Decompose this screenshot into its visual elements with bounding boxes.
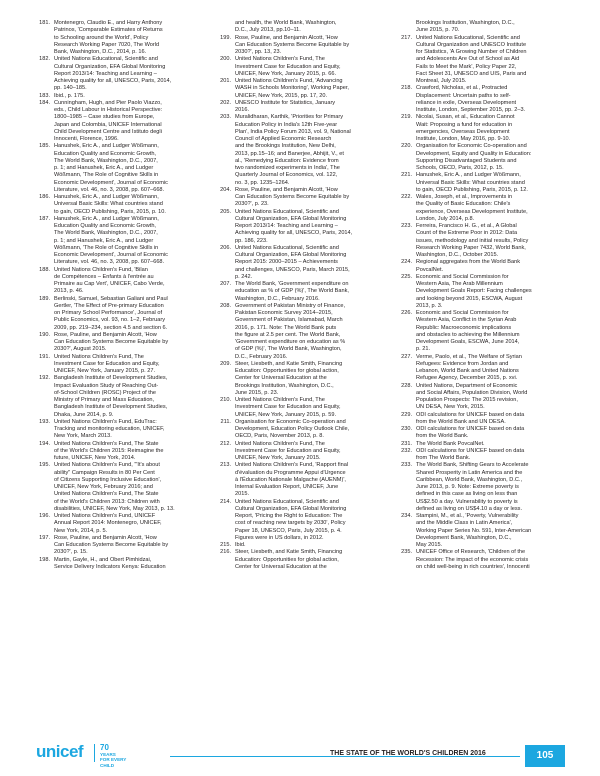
endnote-number: 187. [39, 215, 50, 222]
endnote-number: 232. [401, 447, 412, 454]
endnote-number: 199. [220, 34, 231, 41]
endnote-entry [398, 223, 564, 259]
endnote-number: 195. [39, 462, 50, 469]
endnote-text: Nicolai, Susan, et al., Education Cannot Wait: Proposing a fund for education in emergencies, Overseas Development Institute, London, May 2016, pp. 9-10. [416, 114, 515, 142]
endnotes-column-1 [36, 20, 202, 571]
endnote-text: United Nations Children's Fund, EduTrac: Tracking and monitoring education, UNICEF, New York, March 2013. [54, 418, 165, 440]
endnote-number: 201. [220, 78, 231, 84]
endnote-entry [36, 462, 202, 513]
endnote-number: 210. [220, 397, 231, 403]
endnote-entry [217, 187, 383, 209]
endnote-number: 188. [39, 266, 50, 273]
endnote-number: 228. [401, 382, 412, 389]
endnote-number: 189. [39, 295, 50, 302]
endnote-number: 217. [401, 34, 412, 41]
anniversary-number: 70 [100, 743, 109, 752]
endnote-number: 208. [220, 302, 231, 309]
endnote-entry [36, 20, 202, 56]
endnote-text: United Nations Children's Fund, 'Advancing WASH in Schools Monitoring', Working Paper, UNICEF, New York, 2015, pp. 17, 20. [235, 78, 349, 99]
endnote-entry [217, 303, 383, 361]
endnote-text: Hanushek, Eric A., and Ludger Wößmann, Universal Basic Skills: What countries stand to gain, OECD Publishing, Paris, 2015, p. 12. [416, 172, 528, 193]
endnote-text: Government of Pakistan Ministry of Finance, Pakistan Economic Survey 2014–2015, Government of Pakistan, Islamabad, March 2016, p. 171. Note: The World Bank puts the figure at 2.5 per cent. The World Bank, 'Government expenditure on education as % of GDP (%)', The World Bank, Washington, D.C., February 2016. [235, 302, 346, 360]
endnote-number: 185. [39, 143, 50, 150]
endnote-number: 184. [39, 99, 50, 106]
anniversary-badge [100, 744, 126, 768]
endnotes-columns [36, 20, 564, 732]
endnote-entry [217, 462, 383, 498]
endnote-entry [217, 549, 383, 571]
endnote-entry [398, 114, 564, 143]
endnote-entry [398, 172, 564, 194]
endnote-entry [217, 114, 383, 187]
endnote-number: 233. [401, 462, 412, 469]
endnote-text: United Nations Children's Fund, The Investment Case for Education and Equity, UNICEF, New York, January 2015, p. 66. [235, 56, 341, 77]
endnote-entry [36, 441, 202, 463]
endnote-text: United Nations Children's Fund, '"It's about ability" Campaign Results in 80 Per Cent of Citizens Supporting Inclusive Education', UNICEF, New York, February 2016; and United Nations Children's Fund, The State of the World's Children 2013: Children with disabilities, UNICEF, New York, May 2013, p. 13. [54, 462, 175, 512]
endnote-text: Organisation for Economic Co-operation and Development, Equity and Quality in Education: Supporting Disadvantaged Students and Schools, OECD, Paris, 2012, p. 15. [416, 143, 532, 171]
endnote-entry [217, 499, 383, 543]
endnote-text: Hanushek, Eric A., and Ludger Wößmann, Education Quality and Economic Growth, The World Bank, Washington, D.C., 2007, p. 1; and Hanushek, Eric A., and Ludger Wößmann, 'The Role of Cognitive Skills in Economic Development', Journal of Economic Literature, vol. 46, no. 3, 2008, pp. 607–668. [54, 215, 168, 266]
endnote-entry [217, 281, 383, 303]
endnote-text: United Nations Children's Fund, The State of the World's Children 2015: Reimagine the future, UNICEF, New York, 2014. [54, 440, 164, 461]
endnote-entry [398, 274, 564, 310]
endnote-entry [36, 354, 202, 376]
endnote-text: Hanushek, Eric A., and Ludger Wößmann, Education Quality and Economic Growth, The World Bank, Washington, D.C., 2007, p. 1; and Hanushek, Eric A., and Ludger Wößmann, 'The Role of Cognitive Skills in Economic Development', Journal of Economic Literature, vol. 46, no. 3, 2008, pp. 607–668. [54, 143, 168, 193]
endnote-number [398, 20, 416, 35]
endnote-text: ODI calculations for UNICEF based on data from the World Bank. [416, 426, 525, 440]
endnote-number [217, 20, 235, 35]
endnote-number: 227. [401, 353, 412, 360]
report-title: THE STATE OF THE WORLD'S CHILDREN 2016 [330, 750, 486, 757]
endnote-text: Organisation for Economic Co-operation and Development, Education Policy Outlook Chile, OECD, Paris, November 2013, p. 8. [235, 418, 350, 440]
endnote-text: The World Bank, Shifting Gears to Accelerate Shared Prosperity in Latin America and the Caribbean, World Bank, Washington, D.C., June 2013, p. 9. Note: Extreme poverty is defined in this case as living on less than US$2.50 a day. Vulnerability to poverty is defined as living on US$4.10 a day or less. [416, 462, 529, 512]
endnote-entry [36, 375, 202, 419]
endnote-entry [398, 412, 564, 427]
endnote-number: 229. [401, 411, 412, 418]
endnote-number: 226. [401, 310, 412, 316]
endnote-entry [217, 419, 383, 441]
endnote-text: Stampini, M., et al., 'Poverty, Vulnerability and the Middle Class in Latin America', Working Paper Series No. 591, Inter-American Development Bank, Washington, D.C., May 2015. [416, 513, 532, 548]
endnote-entry [398, 35, 564, 86]
endnote-number: 221. [401, 172, 412, 179]
endnote-number: 213. [220, 462, 231, 469]
endnote-text: Steer, Liesbeth, and Katie Smith, Financing Education: Opportunities for global action, Center for Universal Education at the Brookings Institution, Washington, D.C., June 2015, p. 23. [235, 360, 343, 396]
endnote-number: 225. [401, 273, 412, 280]
endnote-text: United Nations Educational, Scientific and Cultural Organization, EFA Global Monitoring Report 2015: 2000–2015 – Achievements and challenges, UNESCO, Paris, March 2015, p. 242. [235, 244, 350, 280]
endnote-number: 223. [401, 223, 412, 229]
endnote-number: 207. [220, 281, 231, 287]
endnote-text: Martin, Gayle, H., and Obert Pimhidzai, Service Delivery Indicators Kenya: Education [54, 556, 166, 570]
endnote-number: 218. [401, 85, 412, 92]
page-number: 105 [525, 745, 565, 767]
endnote-text: Wales, Joseph, et al., Improvements in the Quality of Basic Education: Chile's experience, Overseas Development Institute, London, July 2014, p.8. [416, 194, 528, 222]
endnote-number: 197. [39, 534, 50, 541]
endnote-text: Brookings Institution, Washington, D.C., June 2015, p. 70. [416, 20, 515, 34]
endnote-text: United Nations Educational, Scientific and Cultural Organization, EFA Global Monitoring Report 2013/14: Teaching and Learning – Achieving quality for all, UNESCO, Paris, 2014, pp. 140–185. [54, 56, 172, 92]
endnotes-column-3 [398, 20, 564, 571]
endnote-entry [398, 462, 564, 513]
endnote-entry [217, 78, 383, 100]
endnote-text: Crawford, Nicholas, et al., Protracted Displacement: Uncertain paths to self- reliance in exile, Overseas Development Institute, London, September 2015, pp. 2–3. [416, 85, 526, 113]
endnote-number: 222. [401, 194, 412, 200]
endnote-number: 220. [401, 143, 412, 150]
endnote-text: Verme, Paolo, et al., The Welfare of Syrian Refugees: Evidence from Jordan and Lebanon, World Bank and United Nations Refugee Agency, December 2015, p. xvi. [416, 353, 522, 382]
endnote-number: 191. [39, 353, 50, 360]
endnote-entry [398, 354, 564, 383]
endnote-entry [398, 194, 564, 223]
endnote-text: United Nations Educational, Scientific and Cultural Organization, EFA Global Monitoring Report, 'Pricing the Right to Education: The cost of reaching new targets by 2030', Policy Paper 18, UNESCO, Paris, July 2015, p. 4. Figures were in US dollars, in 2012. [235, 498, 347, 541]
endnote-number: 182. [39, 56, 50, 63]
endnote-text: Rose, Pauline, and Benjamin Alcott, 'How Can Education Systems Become Equitable by 2030?', August 2015. [54, 331, 169, 353]
endnote-text: United Nations, Department of Economic and Social Affairs, Population Division, World Population Prospects: The 2015 revision, UN DESA, New York, 2015. [416, 382, 528, 411]
endnote-entry [36, 93, 202, 100]
endnote-text: Montenegro, Claudio E., and Harry Anthony Patrinos, 'Comparable Estimates of Returns to Schooling around the World', Policy Research Working Paper 7020, The World Bank, Washington, D.C., 2014, p. 16. [54, 20, 163, 55]
endnote-number: 202. [220, 99, 231, 106]
endnote-entry [398, 20, 564, 35]
endnote-number: 194. [39, 440, 50, 447]
endnote-number: 219. [401, 114, 412, 121]
endnote-text: Steer, Liesbeth, and Katie Smith, Financing Education: Opportunities for global action, Center for Universal Education at the [235, 549, 343, 570]
endnote-text: United Nations Educational, Scientific and Cultural Organization, EFA Global Monitoring Report 2013/14: Teaching and Learning – Achieving quality for all, UNESCO, Paris, 2014, pp. 186, 223. [235, 208, 353, 244]
endnote-entry [217, 542, 383, 549]
endnote-text: Muralidharan, Karthik, 'Priorities for Primary Education Policy in India's 12th Five-year Plan', India Policy Forum 2013, vol. 9, National Council of Applied Economic Research and the Brookings Institution, New Delhi, 2013, pp.15–16; and Banerjee, Abhijit, V., et al., 'Remedying Education: Evidence from two randomized experiments in India', The Quarterly Journal of Economics, vol. 122, no. 3, pp. 1235–1264. [235, 114, 351, 186]
endnote-text: United Nations Children's Fund, The Investment Case for Education and Equity, UNICEF, New York, January 2015, p. 59. [235, 397, 341, 418]
endnote-entry [36, 557, 202, 572]
endnote-number: 209. [220, 360, 231, 367]
endnote-entry [217, 35, 383, 57]
endnote-entry [217, 20, 383, 35]
endnote-entry [398, 383, 564, 412]
logo-divider [94, 744, 95, 762]
endnote-number: 200. [220, 56, 231, 63]
endnote-number: 212. [220, 440, 231, 447]
endnote-entry [398, 143, 564, 172]
endnote-entry [217, 209, 383, 245]
endnote-number: 198. [39, 556, 50, 563]
endnote-number: 216. [220, 549, 231, 556]
endnote-text: United Nations Children's Fund, The Investment Case for Education and Equity, UNICEF, New York, January 2015, p. 27. [54, 353, 160, 374]
endnote-number: 215. [220, 542, 231, 548]
endnote-text: Rose, Pauline, and Benjamin Alcott, 'How Can Education Systems Become Equitable by 2030?', p. 23. [235, 186, 350, 208]
endnote-number: 204. [220, 186, 231, 193]
endnote-entry [36, 535, 202, 557]
anniversary-line-2: FOR EVERY [100, 757, 127, 763]
endnote-entry [217, 397, 383, 419]
endnote-text: Cunningham, Hugh, and Pier Paolo Viazzo, eds., Child Labour in Historical Perspective: 1800–1985 – Case studies from Europe, Japan and Colombia, UNICEF International Child Development Centre and Istituto degli Innocenti, Florence, 1996. [54, 99, 163, 142]
endnote-text: Ibid. [235, 542, 246, 548]
endnote-number: 231. [401, 440, 412, 447]
endnote-entry [36, 513, 202, 535]
endnote-number: 196. [39, 513, 50, 519]
endnote-text: Ibid., p. 175. [54, 92, 85, 99]
endnote-entry [36, 216, 202, 267]
endnote-number: 193. [39, 418, 50, 425]
endnote-entry [36, 194, 202, 216]
endnote-text: United Nations Children's Fund, The Investment Case for Education and Equity, UNICEF, New York, January 2015. [235, 440, 341, 461]
endnote-text: United Nations Children's Fund, UNICEF Annual Report 2014: Montenegro, UNICEF, New York, 2014, p. 5. [54, 513, 162, 534]
endnote-text: Bangladesh Institute of Development Studies, Impact Evaluation Study of Reaching Out- of-School Children (ROSC) Project of the Ministry of Primary and Mass Education, Bangladesh Institute of Development Studies, Dhaka, June 2014, p. 9. [54, 375, 168, 418]
endnote-entry [217, 56, 383, 78]
endnote-entry [217, 361, 383, 397]
endnote-text: Economic and Social Commission for Western Asia, Conflict in the Syrian Arab Republic: Macroeconomic implications and obstacles to achieving the Millennium Development Goals, ESCWA, June 2014, p. 21. [416, 310, 520, 353]
endnote-number: 214. [220, 498, 231, 505]
endnote-number: 186. [39, 194, 50, 200]
anniversary-line-3: CHILD [100, 762, 115, 768]
unicef-logo: unicef [36, 742, 84, 761]
endnote-text: ODI calculations for UNICEF based on data from the World Bank and UN DESA. [416, 411, 525, 425]
endnote-entry [36, 56, 202, 92]
endnote-text: Rose, Pauline, and Benjamin Alcott, 'How Can Education Systems Become Equitable by 2030?', pp. 13, 23. [235, 34, 350, 55]
endnote-entry [36, 296, 202, 332]
endnote-number: 203. [220, 114, 231, 121]
endnote-entry [398, 85, 564, 114]
endnote-entry [217, 100, 383, 115]
endnote-number: 206. [220, 244, 231, 251]
endnote-text: UNICEF Office of Research, 'Children of the Recession: The impact of the economic crisis on child well-being in rich countries', Innocenti [416, 549, 530, 570]
endnote-entry [398, 448, 564, 463]
endnote-text: The World Bank PovcalNet. [416, 440, 485, 447]
endnote-text: United Nations Children's Fund, 'Rapport final d'évaluation du Programme Appui d'Urgence à l'Éducation Nationale Malgache (AUENM)', Internal Evaluation Report, UNICEF, June 2015. [235, 462, 349, 498]
endnote-entry [398, 441, 564, 448]
endnote-number: 190. [39, 331, 50, 338]
endnote-entry [398, 310, 564, 354]
endnote-number: 234. [401, 513, 412, 519]
endnote-text: United Nations Children's Fund, 'Bilan de Compétences – Enfants à l'entrée au Primaire au Cap Vert', UNICEF, Cabo Verde, 2013, p. 46. [54, 266, 165, 295]
endnote-text: Hanushek, Eric A., and Ludger Wößmann, Universal Basic Skills: What countries stand to gain, OECD Publishing, Paris, 2015, p. 10. [54, 194, 166, 215]
anniversary-line-1: YEARS [100, 752, 116, 757]
endnote-number: 183. [39, 92, 50, 99]
endnote-text: Rose, Pauline, and Benjamin Alcott, 'How Can Education Systems Become Equitable by 2030?', p. 15. [54, 534, 169, 556]
endnote-text: Ferreira, Francisco H. G., et al., A Global Count of the Extreme Poor in 2012: Data issues, methodology and initial results, Policy Research Working Paper 7432, World Bank, Washington, D.C., October 2015. [416, 223, 529, 258]
endnote-entry [398, 426, 564, 441]
endnote-entry [36, 143, 202, 194]
endnotes-column-2 [217, 20, 383, 571]
endnote-text: Regional aggregates from the World Bank PovcalNet. [416, 259, 521, 273]
endnote-entry [36, 332, 202, 354]
endnote-text: Berlinski, Samuel, Sebastian Galiani and Paul Gertler, 'The Effect of Pre-primary Education on Primary School Performance', Journal of Public Economics, vol. 93, no. 1–2, February 2009, pp. 219–234, section 4.5 and section 6. [54, 295, 168, 331]
endnote-number: 192. [39, 375, 50, 382]
endnote-number: 230. [401, 426, 412, 432]
endnote-entry [36, 100, 202, 144]
page-footer [0, 736, 600, 776]
endnote-text: The World Bank, 'Government expenditure on education as % of GDP (%)', The World Bank, Washington, D.C., February 2016. [235, 281, 349, 302]
endnote-number: 205. [220, 208, 231, 215]
endnote-entry [217, 441, 383, 463]
endnote-number: 235. [401, 549, 412, 556]
endnote-text: United Nations Educational, Scientific and Cultural Organization and UNESCO Institute for Statistics, 'A Growing Number of Children and Adolescents Are Out of School as Aid Fails to Meet the Mark', Policy Paper 22, Fact Sheet 31, UNESCO and UIS, Paris and Montreal, July 2015. [416, 34, 527, 84]
endnote-entry [398, 513, 564, 549]
endnote-text: Economic and Social Commission for Western Asia, The Arab Millennium Development Goals Report: Facing challenges and looking beyond 2015, ESCWA, August 2013, p. 3. [416, 273, 532, 309]
endnote-entry [217, 245, 383, 281]
endnote-number: 181. [39, 20, 50, 26]
endnote-text: ODI calculations for UNICEF based on data from The World Bank. [416, 447, 525, 461]
endnote-number: 224. [401, 259, 412, 266]
endnote-number: 211. [220, 418, 231, 425]
endnote-entry [398, 259, 564, 274]
endnote-entry [398, 549, 564, 571]
endnote-entry [36, 419, 202, 441]
endnote-text: and health, the World Bank, Washington, D.C., July 2013, pp.10–11. [235, 20, 337, 34]
endnote-text: UNESCO Institute for Statistics, January 2016. [235, 99, 336, 113]
endnote-entry [36, 267, 202, 296]
